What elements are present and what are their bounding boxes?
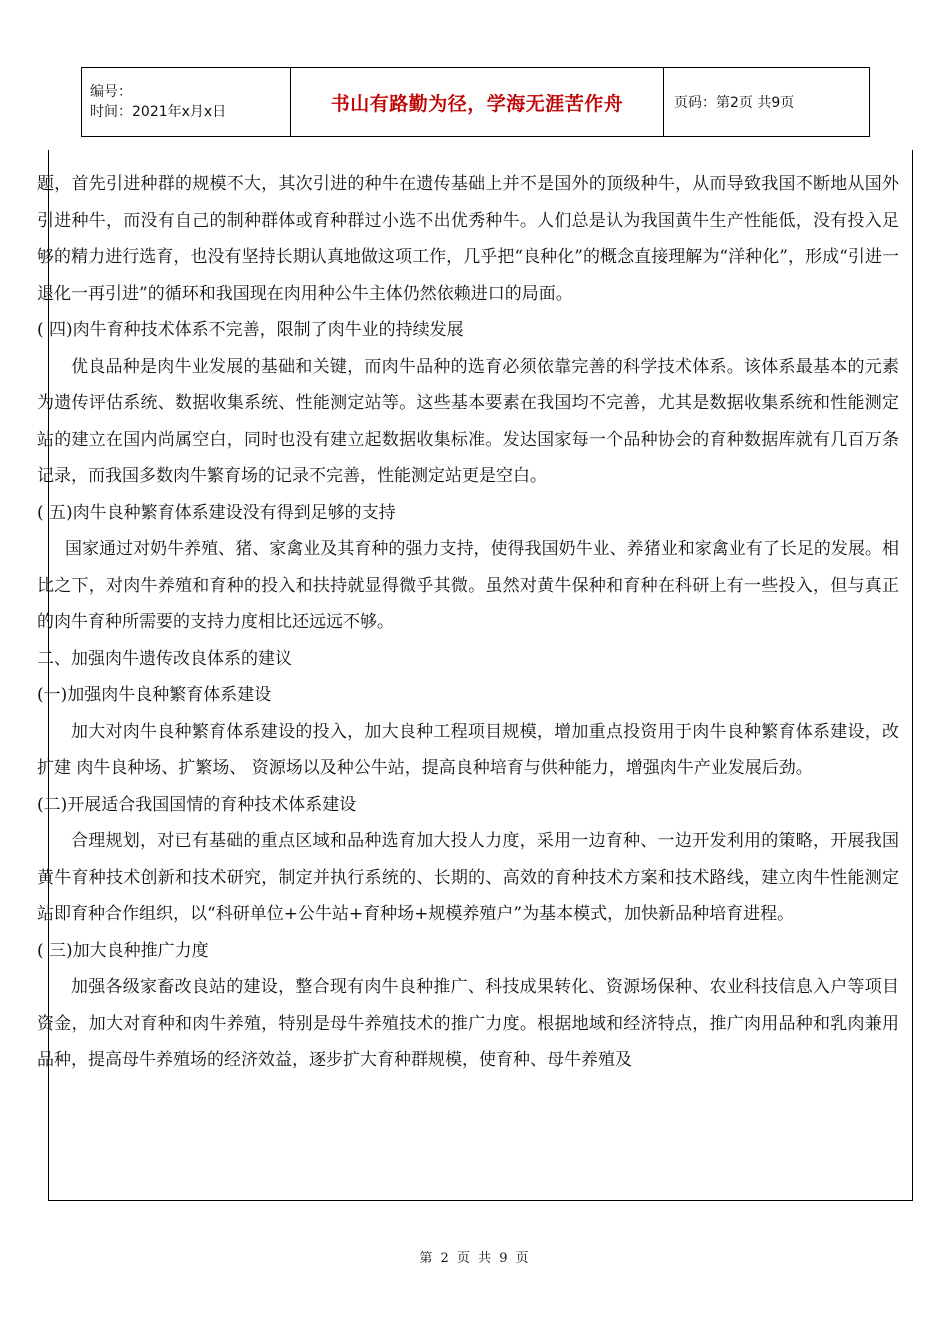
number-label: 编号： [90,84,132,100]
paragraph: 合理规划，对已有基础的重点区域和品种选育加大投人力度，采用一边育种、一边开发利用的策略，开展我国黄牛育种技术创新和技术研究，制定并执行系统的、长期的、高效的育种技术方案和技术路线，建立肉牛性能测定站即育种合作组织，以“科研单位+公牛站+育种场+规模养殖户”为基本模式，加快新品种培育进程。 [37,831,899,924]
paragraph: 优良品种是肉牛业发展的基础和关键，而肉牛品种的选育必须依靠完善的科学技术体系。该体系最基本的元素为遗传评估系统、数据收集系统、性能测定站等。这些基本要素在我国均不完善，尤其是数据收集系统和性能测定站的建立在国内尚属空白，同时也没有建立起数据收集标准。发达国家每一个品种协会的育种数据库就有几百万条记录，而我国多数肉牛繁育场的记录不完善，性能测定站更是空白。 [37,356,899,486]
chapter-heading-2: 二、加强肉牛遗传改良体系的建议 [37,648,292,669]
bottom-border [48,1200,913,1201]
header-table [81,67,870,137]
section-heading-5: ( 五)肉牛良种繁育体系建设没有得到足够的支持 [37,502,396,523]
section-heading-4: ( 四)肉牛育种技术体系不完善，限制了肉牛业的持续发展 [37,320,464,340]
header-page-info: 页码：第2页 共9页 [664,68,870,137]
section-heading-2: (二)开展适合我国国情的育种技术体系建设 [37,794,357,815]
page-footer: 第 2 页 共 9 页 [419,1251,531,1266]
section-heading-1: (一)加强肉牛良种繁育体系建设 [37,685,272,705]
header-motto: 书山有路勤为径，学海无涯苦作舟 [291,68,664,137]
document-body [37,166,899,1079]
paragraph: 加大对肉牛良种繁育体系建设的投入，加大良种工程项目规模，增加重点投资用于肉牛良种繁育体系建设，改扩建 肉牛良种场、扩繁场、 资源场以及种公牛站，提高良种培育与供种能力，增强肉牛产业发展后劲。 [37,721,899,778]
paragraph: 国家通过对奶牛养殖、猪、家禽业及其育种的强力支持，使得我国奶牛业、养猪业和家禽业有了长足的发展。相比之下，对肉牛养殖和育种的投入和扶持就显得微乎其微。虽然对黄牛保种和育种在科研上有一些投入，但与真正的肉牛育种所需要的支持力度相比还远远不够。 [37,539,899,632]
paragraph: 加强各级家畜改良站的建设，整合现有肉牛良种推广、科技成果转化、资源场保种、农业科技信息入户等项目资金，加大对育种和肉牛养殖，特别是母牛养殖技术的推广力度。根据地域和经济特点，推广肉用品种和乳肉兼用品种，提高母牛养殖场的经济效益，逐步扩大育种群规模，使育种、母牛养殖及 [37,977,899,1070]
time-label: 时间：2021年x月x日 [90,104,227,120]
header-meta [82,68,291,137]
right-border [912,150,913,1200]
section-heading-3: ( 三)加大良种推广力度 [37,940,209,961]
paragraph-continued: 题，首先引进种群的规模不大，其次引进的种牛在遗传基础上并不是国外的顶级种牛，从而导致我国不断地从国外 引进种牛，而没有自己的制种群体或育种群过小选不出优秀种牛。人们总是认为我国黄牛生产性能低，没有投入足够的精力进行选育，也没有坚持长期认真地做这项工作，几乎把“良种化”的概念直接理解为“洋种化”，形成“引进一退化一再引进”的循环和我国现在肉用种公牛主体仍然依赖进口的局面。 [37,174,899,304]
